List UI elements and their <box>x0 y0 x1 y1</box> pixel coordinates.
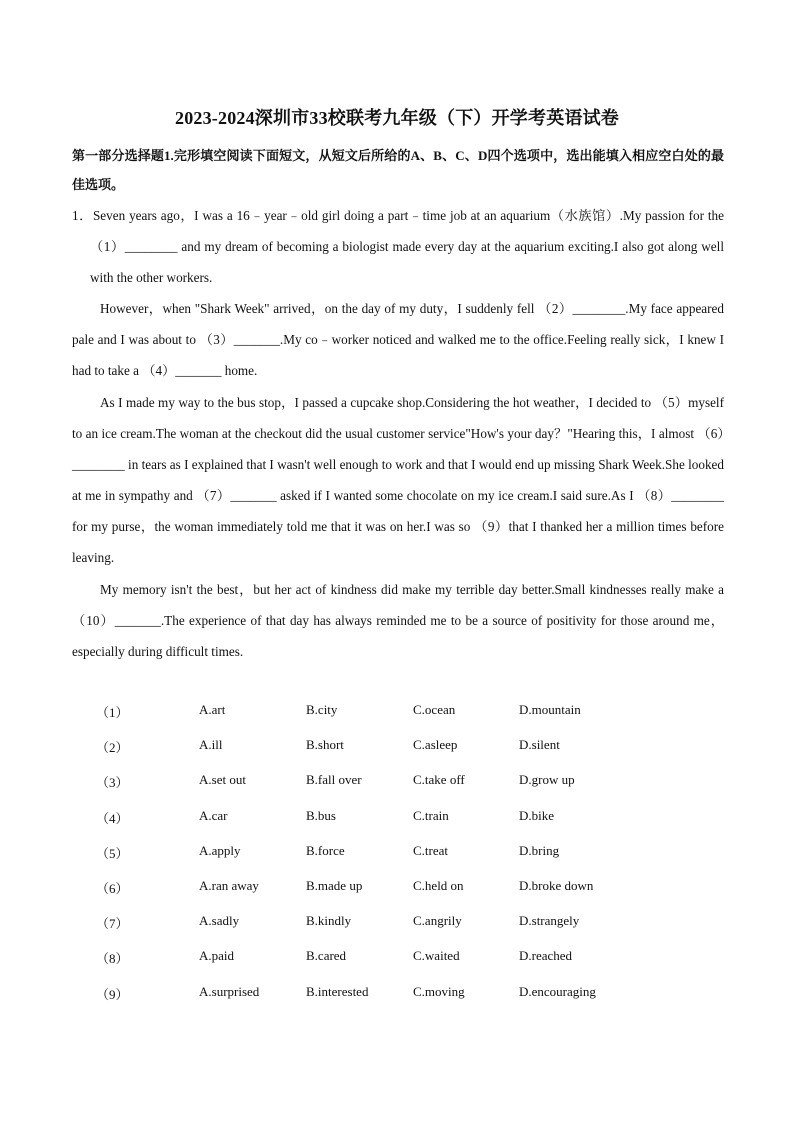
option-b[interactable]: B.short <box>306 737 344 753</box>
option-b[interactable]: B.fall over <box>306 772 362 788</box>
section-instruction: 第一部分选择题1.完形填空阅读下面短文，从短文后所给的A、B、C、D四个选项中，选出能填入相应空白处的最佳选项。 <box>72 148 724 192</box>
question-number: （6） <box>96 880 129 896</box>
option-b[interactable]: B.city <box>306 702 338 717</box>
option-c[interactable]: C.train <box>413 807 449 823</box>
question-number: （9） <box>96 986 129 1002</box>
option-d[interactable]: D.broke down <box>519 877 594 893</box>
option-a[interactable]: A.art <box>199 702 226 717</box>
option-b[interactable]: B.interested <box>306 983 369 999</box>
option-d[interactable]: D.grow up <box>519 772 575 788</box>
question-number: （4） <box>96 810 129 826</box>
option-c[interactable]: C.ocean <box>413 702 456 717</box>
option-b[interactable]: B.made up <box>306 877 363 893</box>
question-number: （3） <box>96 775 129 791</box>
option-a[interactable]: A.paid <box>199 948 235 964</box>
option-b[interactable]: B.cared <box>306 948 347 964</box>
option-row <box>96 702 696 737</box>
options-table <box>96 702 696 1019</box>
option-d[interactable]: D.silent <box>519 737 560 753</box>
paragraph-text: 1．Seven years ago，I was a 16﹣year﹣old girl doing a part﹣time job at an aquarium（水族馆）.My passion for the （1）________ and my dream of becoming a biologist made every day at the aquarium exciting.I also got along well with the other workers. <box>72 208 724 285</box>
option-a[interactable]: A.ran away <box>199 877 259 893</box>
question-number: （5） <box>96 845 129 861</box>
option-row <box>96 948 696 983</box>
question-number: （2） <box>96 740 129 756</box>
option-a[interactable]: A.car <box>199 807 228 823</box>
option-c[interactable]: C.held on <box>413 877 464 893</box>
question-number: （1） <box>96 705 129 720</box>
option-a[interactable]: A.ill <box>199 737 223 753</box>
page-title: 2023-2024深圳市33校联考九年级（下）开学考英语试卷 <box>175 108 619 128</box>
option-row <box>96 737 696 772</box>
passage-paragraph-1 <box>72 200 724 293</box>
option-b[interactable]: B.bus <box>306 807 336 823</box>
option-a[interactable]: A.surprised <box>199 983 260 999</box>
option-row <box>96 878 696 913</box>
option-a[interactable]: A.set out <box>199 772 246 788</box>
option-c[interactable]: C.take off <box>413 772 465 788</box>
passage-paragraph-4: My memory isn't the best，but her act of kindness did make my terrible day better.Small kindnesses really make a （10）_______.The experience of that day has always reminded me to be a source of positivity for those around me，especially during difficult times. <box>72 582 724 659</box>
option-d[interactable]: D.strangely <box>519 913 580 929</box>
option-a[interactable]: A.apply <box>199 842 241 858</box>
option-d[interactable]: D.reached <box>519 948 573 964</box>
option-c[interactable]: C.treat <box>413 842 449 858</box>
option-c[interactable]: C.angrily <box>413 913 462 929</box>
question-number: （8） <box>96 951 129 967</box>
question-number: （7） <box>96 916 129 932</box>
option-d[interactable]: D.bike <box>519 807 555 823</box>
option-a[interactable]: A.sadly <box>199 913 240 929</box>
option-d[interactable]: D.encouraging <box>519 983 596 999</box>
option-b[interactable]: B.force <box>306 842 345 858</box>
option-c[interactable]: C.asleep <box>413 737 458 753</box>
option-row <box>96 808 696 843</box>
passage-paragraph-3: As I made my way to the bus stop，I passed a cupcake shop.Considering the hot weather，I decided to （5）myself to an ice cream.The woman at the checkout did the usual customer service"How's your day？"Hearing this，I almost （6）________ in tears as I explained that I wasn't well enough to work and that I would end up missing Shark Week.She looked at me in sympathy and （7）_______ asked if I wanted some chocolate on my ice cream.I said sure.As I （8）________ for my purse，the woman immediately told me that it was on her.I was so （9）that I thanked her a million times before leaving. <box>72 395 724 565</box>
passage-paragraph-2: However，when "Shark Week" arrived，on the day of my duty，I suddenly fell （2）________.My face appeared pale and I was about to （3）_______.My co﹣worker noticed and walked me to the office.Feeling really sick，I knew I had to take a （4）_______ home. <box>72 301 724 378</box>
option-row <box>96 772 696 807</box>
option-b[interactable]: B.kindly <box>306 913 352 929</box>
option-row <box>96 984 696 1019</box>
option-d[interactable]: D.bring <box>519 842 560 858</box>
option-row <box>96 913 696 948</box>
option-c[interactable]: C.moving <box>413 983 465 999</box>
option-c[interactable]: C.waited <box>413 948 460 964</box>
option-row <box>96 843 696 878</box>
option-d[interactable]: D.mountain <box>519 702 581 717</box>
